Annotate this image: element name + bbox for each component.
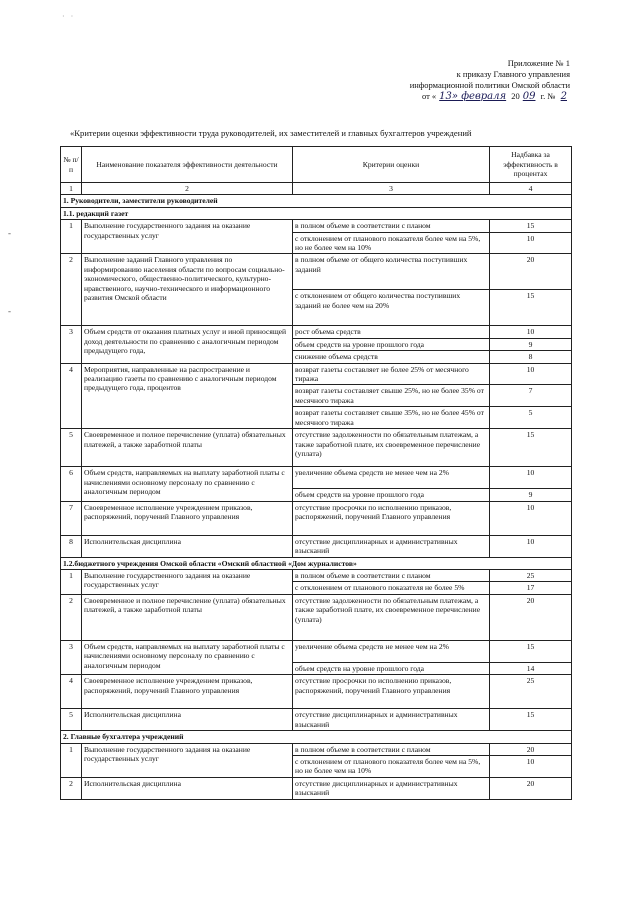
criterion: в полном объеме в соответствии с планом: [293, 569, 490, 581]
bonus-value: 15: [490, 290, 572, 326]
criterion: отсутствие задолженности по обязательным платежам, а также заработной плате, их своевременное перечисление (уплата): [293, 594, 490, 640]
indicator-name: Выполнение заданий Главного управления по информированию населения области по вопросам социально-экономического, общественно-политического, культурно-нравственного, научно-технического и информационного развития Омской области: [82, 254, 293, 326]
table-row: [61, 254, 572, 290]
indicator-name: Своевременное исполнение учреждением приказов, распоряжений, поручений Главного управления: [82, 501, 293, 535]
bonus-value: 9: [490, 489, 572, 501]
bonus-value: 5: [490, 407, 572, 429]
bonus-value: 15: [490, 429, 572, 467]
col-header-indicator: Наименование показателя эффективности деятельности: [82, 147, 293, 183]
table-row: [61, 569, 572, 581]
row-number: 1: [61, 743, 82, 777]
criterion: с отклонением от общего количества поступивших заданий не более чем на 20%: [293, 290, 490, 326]
criterion: в полном объеме от общего количества поступивших заданий: [293, 254, 490, 290]
indicator-name: Мероприятия, направленные на распространение и реализацию газеты по сравнению с аналогичным периодом предыдущего года, процентов: [82, 363, 293, 428]
subsection-row: [61, 207, 572, 219]
indicator-name: Своевременное исполнение учреждением приказов, распоряжений, поручений Главного управления: [82, 675, 293, 709]
order-dateline: [270, 91, 570, 102]
indicator-name: Выполнение государственного задания на оказание государственных услуг: [82, 743, 293, 777]
table-row: [61, 640, 572, 662]
handwritten-year: 09: [522, 91, 536, 102]
col-header-bonus: Надбавка за эффективность в процентах: [490, 147, 572, 183]
bonus-value: 10: [490, 326, 572, 338]
col-header-criteria: Критерии оценки: [293, 147, 490, 183]
document-title: «Критерии оценки эффективности труда руководителей, их заместителей и главных бухгалтеров учреждений: [70, 128, 472, 138]
indicator-name: Объем средств, направляемых на выплату заработной платы с начислениями основному персоналу по сравнению с аналогичным периодом: [82, 640, 293, 674]
criterion: увеличение объема средств не менее чем на 2%: [293, 640, 490, 662]
column-number: 2: [82, 183, 293, 195]
handwritten-number: 2: [560, 91, 567, 102]
bonus-value: 10: [490, 232, 572, 254]
bonus-value: 14: [490, 662, 572, 674]
margin-mark: -: [8, 228, 11, 238]
bonus-value: 8: [490, 351, 572, 363]
criterion: снижение объема средств: [293, 351, 490, 363]
criterion: объем средств на уровне прошлого года: [293, 489, 490, 501]
bonus-value: 25: [490, 675, 572, 709]
row-number: 3: [61, 326, 82, 363]
bonus-value: 15: [490, 709, 572, 731]
bonus-value: 20: [490, 254, 572, 290]
row-number: 6: [61, 467, 82, 501]
criterion: объем средств на уровне прошлого года: [293, 338, 490, 350]
subsection-title: 1.1. редакций газет: [61, 207, 572, 219]
column-number-row: [61, 183, 572, 195]
table-row: [61, 326, 572, 338]
section-title: 2. Главные бухгалтера учреждений: [61, 731, 572, 743]
indicator-name: Исполнительская дисциплина: [82, 777, 293, 799]
table-row: [61, 675, 572, 709]
section-title: 1. Руководители, заместители руководителей: [61, 195, 572, 207]
criterion: в полном объеме в соответствии с планом: [293, 743, 490, 755]
row-number: 5: [61, 709, 82, 731]
row-number: 2: [61, 594, 82, 640]
bonus-value: 10: [490, 535, 572, 557]
bonus-value: 10: [490, 755, 572, 777]
table-row: [61, 363, 572, 385]
criterion: с отклонением от планового показателя не более 5%: [293, 582, 490, 594]
number-prefix: г. №: [540, 91, 556, 101]
criterion: увеличение объема средств не менее чем на 2%: [293, 467, 490, 489]
row-number: 2: [61, 254, 82, 326]
row-number: 4: [61, 363, 82, 428]
table-row: [61, 220, 572, 232]
column-number: 4: [490, 183, 572, 195]
row-number: 3: [61, 640, 82, 674]
criteria-table: [60, 146, 572, 800]
indicator-name: Исполнительская дисциплина: [82, 535, 293, 557]
appendix-header: [270, 58, 570, 102]
col-header-num: № п/п: [61, 147, 82, 183]
criterion: отсутствие задолженности по обязательным платежам, а также заработной плате, их своевременное перечисление (уплата): [293, 429, 490, 467]
criterion: с отклонением от планового показателя более чем на 5%, но не более чем на 10%: [293, 232, 490, 254]
indicator-name: Выполнение государственного задания на оказание государственных услуг: [82, 569, 293, 594]
criterion: возврат газеты составляет свыше 35%, но не более 45% от месячного тиража: [293, 407, 490, 429]
indicator-name: Своевременное и полное перечисление (уплата) обязательных платежей, а также заработной платы: [82, 594, 293, 640]
criterion: объем средств на уровне прошлого года: [293, 662, 490, 674]
table-row: [61, 709, 572, 731]
bonus-value: 20: [490, 594, 572, 640]
table-header-row: [61, 147, 572, 183]
criterion: отсутствие дисциплинарных и административных взысканий: [293, 777, 490, 799]
table-row: [61, 501, 572, 535]
row-number: 7: [61, 501, 82, 535]
table-row: [61, 594, 572, 640]
indicator-name: Исполнительская дисциплина: [82, 709, 293, 731]
row-number: 5: [61, 429, 82, 467]
subsection-title: 1.2.бюджетного учреждения Омской области «Омский областной «Дом журналистов»: [61, 557, 572, 569]
year-prefix: 20: [511, 91, 520, 101]
bonus-value: 10: [490, 501, 572, 535]
criterion: рост объема средств: [293, 326, 490, 338]
scan-specks: · ·: [62, 12, 76, 21]
table-row: [61, 429, 572, 467]
table-row: [61, 535, 572, 557]
date-prefix: от «: [421, 91, 437, 101]
indicator-name: Объем средств от оказания платных услуг и иной приносящей доход деятельности по сравнению с аналогичным периодом предыдущего года,: [82, 326, 293, 363]
section-row: [61, 731, 572, 743]
row-number: 2: [61, 777, 82, 799]
criterion: отсутствие дисциплинарных и административных взысканий: [293, 535, 490, 557]
table-row: [61, 777, 572, 799]
column-number: 3: [293, 183, 490, 195]
column-number: 1: [61, 183, 82, 195]
criterion: с отклонением от планового показателя более чем на 5%, но не более чем на 10%: [293, 755, 490, 777]
bonus-value: 20: [490, 777, 572, 799]
table-row: [61, 743, 572, 755]
order-reference: к приказу Главного управления: [456, 69, 570, 79]
appendix-number: Приложение № 1: [507, 58, 570, 68]
bonus-value: 10: [490, 467, 572, 489]
criterion: отсутствие просрочки по исполнению приказов, распоряжений, поручений Главного управления: [293, 675, 490, 709]
bonus-value: 17: [490, 582, 572, 594]
bonus-value: 7: [490, 385, 572, 407]
bonus-value: 10: [490, 363, 572, 385]
margin-mark: -: [8, 306, 11, 316]
table-row: [61, 467, 572, 489]
indicator-name: Объем средств, направляемых на выплату заработной платы с начислениями основному персоналу по сравнению с аналогичным периодом: [82, 467, 293, 501]
subsection-row: [61, 557, 572, 569]
criterion: отсутствие просрочки по исполнению приказов, распоряжений, поручений Главного управления: [293, 501, 490, 535]
criterion: отсутствие дисциплинарных и административных взысканий: [293, 709, 490, 731]
bonus-value: 20: [490, 743, 572, 755]
indicator-name: Выполнение государственного задания на оказание государственных услуг: [82, 220, 293, 254]
row-number: 4: [61, 675, 82, 709]
bonus-value: 25: [490, 569, 572, 581]
row-number: 8: [61, 535, 82, 557]
row-number: 1: [61, 569, 82, 594]
section-row: [61, 195, 572, 207]
issuing-authority: информационной политики Омской области: [409, 80, 570, 90]
criterion: возврат газеты составляет не более 25% от месячного тиража: [293, 363, 490, 385]
bonus-value: 9: [490, 338, 572, 350]
bonus-value: 15: [490, 640, 572, 662]
handwritten-date: 13» февраля: [439, 91, 507, 102]
criterion: в полном объеме в соответствии с планом: [293, 220, 490, 232]
bonus-value: 15: [490, 220, 572, 232]
indicator-name: Своевременное и полное перечисление (уплата) обязательных платежей, а также заработной платы: [82, 429, 293, 467]
criterion: возврат газеты составляет свыше 25%, но не более 35% от месячного тиража: [293, 385, 490, 407]
row-number: 1: [61, 220, 82, 254]
